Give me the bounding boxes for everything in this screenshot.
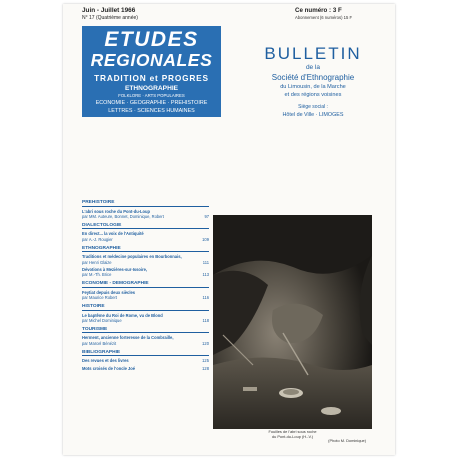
toc-entry-author: par Marcel Bénézit [82, 340, 117, 346]
photo-caption-line2: du Pont-du-Loup (H.-V.) [271, 433, 314, 439]
toc-entry-page: 111 [202, 259, 209, 265]
masthead-topic: ETHNOGRAPHIE [124, 85, 179, 92]
toc-section [82, 200, 209, 219]
issue-date: Juin - Juillet 1966 [82, 7, 136, 14]
masthead-subtopic: FOLKLORE · ARTS POPULAIRES [118, 93, 185, 98]
toc-entry [82, 267, 209, 277]
toc-entry-author: par A.-J. Rougier [82, 236, 113, 242]
toc-entry-title: En direct... la voix de l'Antiquité [82, 231, 144, 237]
toc-entry-page: 120 [202, 340, 209, 346]
toc-section-title: TOURISME [82, 327, 209, 334]
toc-entry [82, 254, 209, 264]
subscription-price: Abonnement (6 numéros) 15 F [295, 15, 353, 20]
toc-entry [82, 209, 209, 219]
toc-section [82, 281, 209, 300]
bulletin-title: BULLETIN [264, 44, 362, 63]
bulletin-society: Société d'Ethnographie [271, 73, 355, 82]
toc-entry-author: par Michel Dominique [82, 317, 122, 323]
toc-entry-author: par Henri Glaize [82, 259, 112, 265]
masthead [82, 26, 221, 117]
toc-entry-page: 125 [202, 358, 209, 364]
toc-section-title: ETHNOGRAPHIE [82, 246, 209, 253]
bulletin-address: Hôtel de Ville · LIMOGES [282, 112, 344, 118]
toc-entry-author: par MM. Auteure, Bonnet, Dominique, Robert [82, 213, 164, 219]
toc-section [82, 350, 209, 371]
toc-entry-author: par Maurice Robert [82, 294, 118, 300]
toc-section [82, 223, 209, 242]
masthead-fields-2: LETTRES · SCIENCES HUMAINES [108, 108, 195, 114]
toc-section-title: DIALECTOLOGIE [82, 223, 209, 230]
masthead-title-line2: REGIONALES [90, 50, 213, 70]
toc-entry-title: Mots croisés de l'oncle Joé [82, 365, 136, 371]
toc-entry [82, 366, 209, 371]
issue-number: N° 17 (Quatrième année) [82, 15, 138, 21]
toc-entry-title: L'abri sous roche du Pont-du-Loup [82, 208, 151, 214]
toc-section [82, 246, 209, 277]
toc-entry [82, 313, 209, 323]
toc-entry [82, 231, 209, 241]
excavation-photo [213, 215, 372, 429]
masthead-title-line1: ETUDES [104, 28, 199, 51]
bulletin-seat: Siège social : [298, 104, 328, 110]
toc-section-title: ECONOMIE - DEMOGRAPHIE [82, 281, 209, 288]
toc-entry [82, 358, 209, 363]
toc-entry-title: Des revues et des livres [82, 358, 129, 364]
photo-caption [213, 430, 372, 444]
toc-section-title: HISTOIRE [82, 304, 209, 311]
photo-credit: (Photo M. Dominique) [328, 438, 366, 444]
toc-entry [82, 290, 209, 300]
toc-entry-page: 116 [202, 294, 209, 300]
bulletin-of: de la [305, 64, 321, 71]
toc-entry [82, 335, 209, 345]
toc-section [82, 304, 209, 323]
toc-entry-page: 109 [202, 236, 209, 242]
toc-entry-author: par M.-Th. Brice [82, 271, 112, 277]
toc-entry-title: Dévotions à Mezières-sur-Issoire, [82, 266, 148, 272]
toc-section-title: BIBLIOGRAPHIE [82, 350, 209, 357]
toc-entry-title: Feytiat depuis deux siècles [82, 289, 136, 295]
toc-entry-page: 128 [202, 365, 209, 371]
toc-entry-title: Traditions et médecine populaires en Bourbonnais, [82, 254, 182, 260]
toc-entry-page: 118 [202, 317, 209, 323]
bulletin-region-2: et des régions voisines [284, 92, 342, 98]
toc-entry-title: Herment, ancienne forteresse de la Combraille, [82, 335, 174, 341]
photo-caption-line1: Fouilles de l'abri sous roche [268, 429, 317, 434]
toc-entry-page: 97 [204, 213, 209, 219]
issue-price: Ce numéro : 3 F [295, 7, 342, 14]
toc-entry-page: 113 [202, 271, 209, 277]
excavation-photo-image [213, 215, 372, 429]
toc-entry-title: Le baptême du Roi de Rome, vu de Blond [82, 312, 163, 318]
masthead-fields-1: ECONOMIE · GEOGRAPHIE · PREHISTOIRE [95, 100, 208, 106]
bulletin-region-1: du Limousin, de la Marche [280, 84, 346, 90]
masthead-tagline: TRADITION et PROGRES [94, 73, 209, 83]
table-of-contents [82, 200, 209, 375]
magazine-cover [63, 4, 395, 455]
toc-section-title: PREHISTOIRE [82, 200, 209, 207]
toc-section [82, 327, 209, 346]
